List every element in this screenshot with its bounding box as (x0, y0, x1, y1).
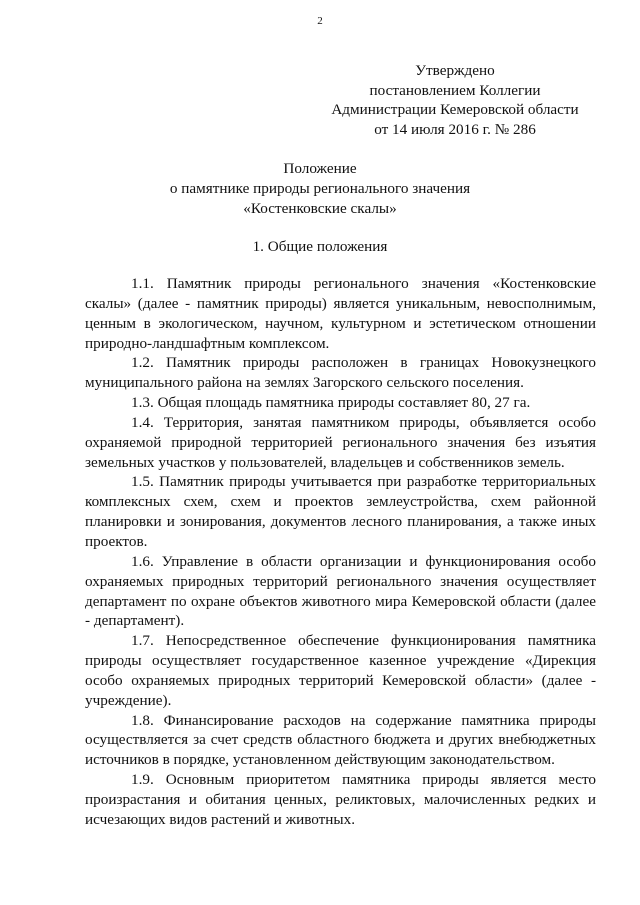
paragraph-1-2: 1.2. Памятник природы расположен в границах Новокузнецкого муниципального района на землях Загорского сельского поселения. (85, 354, 596, 392)
document-title (0, 159, 640, 219)
paragraph-1-3: 1.3. Общая площадь памятника природы составляет 80, 27 га. (131, 394, 531, 412)
title-line-1: Положение (283, 160, 357, 177)
paragraph-1-1: 1.1. Памятник природы регионального значения «Костенковские скалы» (далее - памятник природы) является уникальным, невосполнимым, ценным в экологическом, научном, культурном и эстетическом отношении природно-ландшафтным комплексом. (85, 275, 596, 352)
approval-line-resolution: постановлением Коллегии (369, 81, 541, 99)
paragraph-1-9: 1.9. Основным приоритетом памятника природы является место произрастания и обитания ценных, реликтовых, малочисленных редких и исчезающих видов растений и животных. (85, 771, 596, 828)
approval-stamp (330, 61, 580, 139)
page-number: 2 (317, 15, 323, 27)
paragraph-1-7: 1.7. Непосредственное обеспечение функционирования памятника природы осуществляет государственное казенное учреждение «Дирекция особо охраняемых природных территорий Кемеровской области» (далее - учреждение). (85, 632, 596, 709)
approval-line-date: от 14 июля 2016 г. № 286 (374, 120, 536, 138)
title-line-3: «Костенковские скалы» (243, 200, 397, 217)
paragraph-1-5: 1.5. Памятник природы учитывается при разработке территориальных комплексных схем, схем и проектов землеустройства, схем районной планировки и зонирования, документов лесного планирования, а также иных проектов. (85, 473, 596, 550)
paragraph-1-4: 1.4. Территория, занятая памятником природы, объявляется особо охраняемой природной территорией регионального значения без изъятия земельных участков у пользователей, владельцев и собственников земель. (85, 413, 596, 471)
title-line-2: о памятнике природы регионального значения (169, 180, 471, 197)
paragraph-1-8: 1.8. Финансирование расходов на содержание памятника природы осуществляется за счет средств областного бюджета и других внебюджетных источников в порядке, установленном действующим законодательством. (85, 711, 596, 769)
approval-line-administration: Администрации Кемеровской области (331, 101, 579, 119)
paragraph-1-6: 1.6. Управление в области организации и функционирования особо охраняемых природных территорий регионального значения осуществляет департамент по охране объектов животного мира Кемеровской области (далее - департамент). (85, 552, 596, 630)
section-heading: 1. Общие положения (252, 238, 388, 255)
document-body (85, 274, 596, 830)
approval-line-approved: Утверждено (415, 62, 495, 79)
